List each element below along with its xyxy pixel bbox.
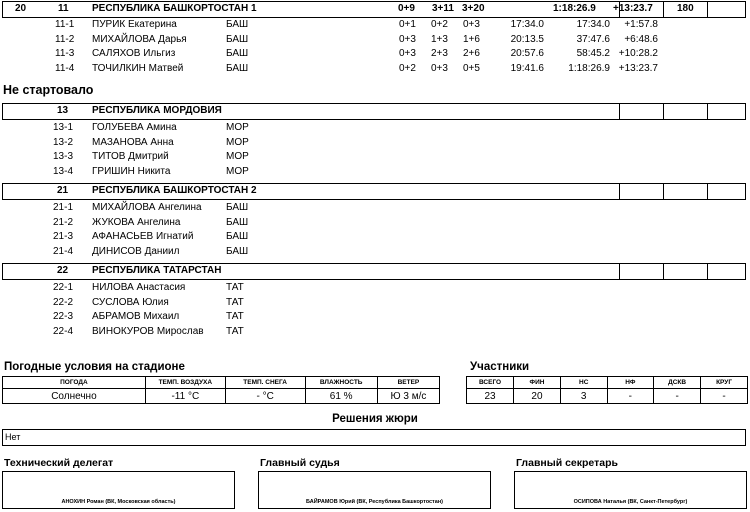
member-leg-time: 19:41.6 bbox=[510, 62, 544, 74]
participants-header-cell: НФ bbox=[607, 377, 654, 389]
member-region: ТАТ bbox=[226, 296, 244, 308]
member-leg-time: 20:13.5 bbox=[510, 33, 544, 45]
member-bib: 22-3 bbox=[53, 311, 74, 322]
participants-value-cell: - bbox=[654, 389, 701, 404]
team-time: 1:18:26.9 bbox=[553, 3, 596, 14]
member-bib: 21-2 bbox=[53, 216, 74, 228]
team-place: 20 bbox=[15, 3, 27, 14]
signature-box-chief-secretary bbox=[514, 471, 747, 509]
member-region: ТАТ bbox=[226, 325, 244, 337]
team-bib: 22 bbox=[57, 265, 69, 276]
team-behind: +13:23.7 bbox=[613, 3, 653, 14]
team-name: РЕСПУБЛИКА ТАТАРСТАН bbox=[92, 265, 222, 276]
member-name: ТОЧИЛКИН Матвей bbox=[92, 62, 184, 74]
member-bib: 13-3 bbox=[53, 151, 74, 162]
member-name: ДИНИСОВ Даниил bbox=[92, 245, 180, 257]
member-name: СУСЛОВА Юлия bbox=[92, 296, 169, 308]
member-region: БАШ bbox=[226, 48, 249, 59]
member-leg-time: 20:57.6 bbox=[510, 48, 544, 59]
weather-value-cell: -11 °C bbox=[145, 389, 225, 404]
team-penalty-1: 0+9 bbox=[398, 3, 415, 14]
member-region: БАШ bbox=[226, 231, 249, 242]
team-penalty-3: 3+20 bbox=[462, 3, 485, 14]
member-penalty-3: 2+6 bbox=[463, 48, 480, 59]
participants-value-cell: 20 bbox=[514, 389, 561, 404]
weather-header-cell: ТЕМП. ВОЗДУХА bbox=[145, 377, 225, 389]
member-name: АБРАМОВ Михаил bbox=[92, 311, 180, 322]
weather-value-cell: 61 % bbox=[305, 389, 377, 404]
member-name: МАЗАНОВА Анна bbox=[92, 136, 174, 148]
member-penalty-2: 0+2 bbox=[431, 19, 448, 30]
participants-title: Участники bbox=[470, 361, 530, 373]
member-cum-time: 17:34.0 bbox=[576, 19, 610, 30]
member-penalty-3: 1+6 bbox=[463, 33, 480, 45]
participants-header-cell: ФИН bbox=[514, 377, 561, 389]
member-cum-time: 37:47.6 bbox=[576, 33, 610, 45]
member-penalty-3: 0+3 bbox=[463, 19, 480, 30]
member-name: ГРИШИН Никита bbox=[92, 165, 171, 177]
member-region: МОР bbox=[226, 165, 249, 177]
member-bib: 13-1 bbox=[53, 122, 74, 133]
member-penalty-1: 0+1 bbox=[399, 19, 416, 30]
official-role-chief-judge: Главный судья bbox=[260, 457, 340, 469]
weather-header-cell: ТЕМП. СНЕГА bbox=[225, 377, 305, 389]
member-region: ТАТ bbox=[226, 282, 244, 293]
member-behind: +13:23.7 bbox=[618, 62, 658, 74]
official-role-chief-secretary: Главный секретарь bbox=[516, 457, 618, 469]
weather-header-cell: ПОГОДА bbox=[3, 377, 146, 389]
member-region: МОР bbox=[226, 122, 249, 133]
member-name: МИХАЙЛОВА Ангелина bbox=[92, 202, 202, 213]
col-divider bbox=[619, 184, 620, 199]
member-region: БАШ bbox=[226, 33, 249, 45]
member-penalty-1: 0+2 bbox=[399, 62, 416, 74]
participants-table bbox=[466, 376, 748, 404]
member-penalty-3: 0+5 bbox=[463, 62, 480, 74]
member-bib: 13-2 bbox=[53, 136, 74, 148]
dns-title: Не стартовало bbox=[3, 83, 94, 97]
col-divider bbox=[663, 184, 664, 199]
col-divider bbox=[707, 2, 708, 17]
member-bib: 11-1 bbox=[55, 19, 75, 30]
member-region: БАШ bbox=[226, 245, 249, 257]
member-bib: 13-4 bbox=[53, 165, 74, 177]
member-region: БАШ bbox=[226, 19, 249, 30]
member-bib: 21-4 bbox=[53, 245, 74, 257]
member-cum-time: 58:45.2 bbox=[576, 48, 610, 59]
member-behind: +10:28.2 bbox=[618, 48, 658, 59]
weather-table bbox=[2, 376, 440, 404]
member-bib: 21-3 bbox=[53, 231, 74, 242]
official-role-tech-delegate: Технический делегат bbox=[4, 457, 114, 469]
member-bib: 22-4 bbox=[53, 325, 74, 337]
weather-header-cell: ВЛАЖНОСТЬ bbox=[305, 377, 377, 389]
team-bib: 13 bbox=[57, 105, 69, 116]
weather-value-cell: Ю 3 м/с bbox=[377, 389, 439, 404]
participants-header-cell: ВСЕГО bbox=[467, 377, 514, 389]
member-region: БАШ bbox=[226, 216, 249, 228]
participants-header-cell: НС bbox=[560, 377, 607, 389]
participants-header-cell: КРУГ bbox=[701, 377, 748, 389]
member-penalty-1: 0+3 bbox=[399, 48, 416, 59]
signature-box-chief-judge bbox=[258, 471, 491, 509]
official-name-tech-delegate: АНОХИН Роман (ВК, Московская область) bbox=[61, 499, 176, 505]
participants-value-cell: - bbox=[701, 389, 748, 404]
participants-header-cell: ДСКВ bbox=[654, 377, 701, 389]
team-bib: 11 bbox=[58, 3, 69, 14]
signature-box-tech-delegate bbox=[2, 471, 235, 509]
member-name: АФАНАСЬЕВ Игнатий bbox=[92, 231, 194, 242]
col-divider bbox=[663, 104, 664, 119]
col-divider bbox=[707, 184, 708, 199]
member-name: ТИТОВ Дмитрий bbox=[92, 151, 169, 162]
team-points: 180 bbox=[677, 3, 694, 14]
member-name: ПУРИК Екатерина bbox=[92, 19, 177, 30]
participants-value-cell: - bbox=[607, 389, 654, 404]
participants-value-cell: 3 bbox=[560, 389, 607, 404]
member-penalty-2: 0+3 bbox=[431, 62, 448, 74]
member-region: БАШ bbox=[226, 202, 249, 213]
member-leg-time: 17:34.0 bbox=[510, 19, 544, 30]
team-name: РЕСПУБЛИКА БАШКОРТОСТАН 1 bbox=[92, 3, 257, 14]
team-penalty-2: 3+11 bbox=[432, 3, 454, 14]
member-region: МОР bbox=[226, 136, 249, 148]
team-name: РЕСПУБЛИКА БАШКОРТОСТАН 2 bbox=[92, 185, 257, 196]
jury-title: Решения жюри bbox=[332, 413, 418, 425]
member-name: МИХАЙЛОВА Дарья bbox=[92, 33, 187, 45]
member-behind: +6:48.6 bbox=[624, 33, 658, 45]
member-bib: 21-1 bbox=[53, 202, 74, 213]
jury-decision-text: Нет bbox=[5, 432, 21, 442]
member-name: ЖУКОВА Ангелина bbox=[92, 216, 181, 228]
member-cum-time: 1:18:26.9 bbox=[568, 62, 610, 74]
member-name: ВИНОКУРОВ Мирослав bbox=[92, 325, 204, 337]
team-name: РЕСПУБЛИКА МОРДОВИЯ bbox=[92, 105, 222, 116]
weather-value-cell: Солнечно bbox=[3, 389, 146, 404]
member-penalty-2: 1+3 bbox=[431, 33, 448, 45]
member-region: ТАТ bbox=[226, 311, 244, 322]
official-name-chief-secretary: ОСИПОВА Наталья (ВК, Санкт-Петербург) bbox=[573, 499, 688, 505]
weather-title: Погодные условия на стадионе bbox=[4, 361, 185, 373]
col-divider bbox=[707, 264, 708, 279]
col-divider bbox=[707, 104, 708, 119]
member-region: МОР bbox=[226, 151, 249, 162]
team-bib: 21 bbox=[57, 185, 69, 196]
weather-header-cell: ВЕТЕР bbox=[377, 377, 439, 389]
member-penalty-1: 0+3 bbox=[399, 33, 416, 45]
member-bib: 11-4 bbox=[55, 62, 75, 74]
col-divider bbox=[619, 264, 620, 279]
member-bib: 22-2 bbox=[53, 296, 74, 308]
member-behind: +1:57.8 bbox=[624, 19, 658, 30]
official-name-chief-judge: БАЙРАМОВ Юрий (ВК, Республика Башкортостан) bbox=[306, 499, 443, 505]
member-name: ГОЛУБЕВА Амина bbox=[92, 122, 177, 133]
weather-value-cell: - °C bbox=[225, 389, 305, 404]
col-divider bbox=[663, 2, 664, 17]
member-bib: 22-1 bbox=[53, 282, 74, 293]
member-region: БАШ bbox=[226, 62, 249, 74]
col-divider bbox=[663, 264, 664, 279]
member-name: НИЛОВА Анастасия bbox=[92, 282, 186, 293]
member-bib: 11-3 bbox=[55, 48, 75, 59]
member-penalty-2: 2+3 bbox=[431, 48, 448, 59]
col-divider bbox=[619, 104, 620, 119]
participants-value-cell: 23 bbox=[467, 389, 514, 404]
jury-decision-box bbox=[2, 429, 746, 446]
member-bib: 11-2 bbox=[55, 33, 75, 45]
member-name: САЛЯХОВ Ильгиз bbox=[92, 48, 176, 59]
